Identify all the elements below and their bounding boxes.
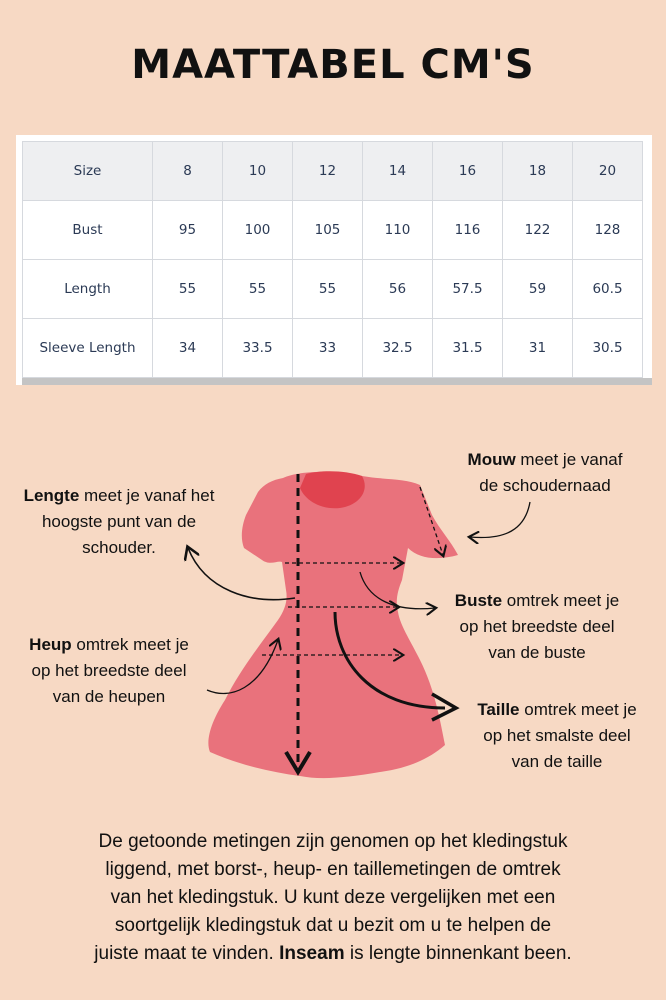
taille-text: op het smalste deel — [483, 726, 631, 745]
heup-text: omtrek meet je — [71, 635, 189, 654]
buste-annotation — [432, 588, 642, 666]
header-cell: 14 — [363, 142, 433, 201]
mouw-text: de schoudernaad — [479, 476, 611, 495]
table-cell: 55 — [153, 260, 223, 319]
buste-text: op het breedste deel — [459, 617, 615, 636]
taille-label: Taille — [477, 700, 520, 719]
table-cell: 55 — [293, 260, 363, 319]
table-cell: 30.5 — [573, 319, 643, 378]
header-cell: 18 — [503, 142, 573, 201]
table-cell: 57.5 — [433, 260, 503, 319]
table-cell: 59 — [503, 260, 573, 319]
buste-text: van de buste — [488, 643, 586, 662]
row-label: Length — [23, 260, 153, 319]
table-cell: 56 — [363, 260, 433, 319]
footer-line: liggend, met borst-, heup- en taillemetingen de omtrek — [105, 859, 561, 880]
table-cell: 128 — [573, 201, 643, 260]
header-cell: 10 — [223, 142, 293, 201]
heup-annotation — [4, 632, 214, 710]
lengte-annotation — [4, 483, 234, 561]
mouw-label: Mouw — [467, 450, 516, 469]
mouw-pointer — [470, 502, 530, 538]
buste-label: Buste — [454, 591, 503, 610]
header-cell: Size — [23, 142, 153, 201]
table-cell: 34 — [153, 319, 223, 378]
buste-text: omtrek meet je — [502, 591, 620, 610]
table-cell: 31 — [503, 319, 573, 378]
lengte-label: Lengte — [23, 486, 80, 505]
row-label: Sleeve Length — [23, 319, 153, 378]
mouw-annotation — [440, 447, 650, 499]
header-cell: 8 — [153, 142, 223, 201]
table-cell: 31.5 — [433, 319, 503, 378]
taille-annotation — [452, 697, 662, 775]
lengte-text: hoogste punt van de — [41, 512, 197, 531]
table-cell: 100 — [223, 201, 293, 260]
header-cell: 20 — [573, 142, 643, 201]
table-cell: 105 — [293, 201, 363, 260]
table-cell: 33 — [293, 319, 363, 378]
row-label: Bust — [23, 201, 153, 260]
table-cell: 122 — [503, 201, 573, 260]
table-cell: 95 — [153, 201, 223, 260]
heup-label: Heup — [29, 635, 72, 654]
dress-shape — [208, 472, 458, 778]
footer-line: De getoonde metingen zijn genomen op het kledingstuk — [98, 831, 568, 852]
lengte-text: meet je vanaf het — [79, 486, 215, 505]
footer-line: soortgelijk kledingstuk dat u bezit om u te helpen de — [114, 915, 552, 936]
table-cell: 60.5 — [573, 260, 643, 319]
footer-line: van het kledingstuk. U kunt deze vergelijken met een — [110, 887, 556, 908]
footer-text: juiste maat te vinden. — [94, 943, 280, 964]
table-cell: 116 — [433, 201, 503, 260]
lengte-text: schouder. — [82, 538, 156, 557]
footer-line — [30, 940, 636, 968]
table-cell: 33.5 — [223, 319, 293, 378]
taille-text: van de taille — [511, 752, 603, 771]
table-cell: 55 — [223, 260, 293, 319]
header-cell: 16 — [433, 142, 503, 201]
page-title: MAATTABEL CM'S — [131, 42, 535, 88]
footer-text: is lengte binnenkant been. — [344, 943, 572, 964]
inseam-label: Inseam — [279, 943, 345, 964]
mouw-text: meet je vanaf — [515, 450, 623, 469]
table-cell: 110 — [363, 201, 433, 260]
taille-text: omtrek meet je — [519, 700, 637, 719]
heup-text: van de heupen — [52, 687, 166, 706]
header-cell: 12 — [293, 142, 363, 201]
table-cell: 32.5 — [363, 319, 433, 378]
footer-note — [30, 828, 636, 968]
heup-text: op het breedste deel — [31, 661, 187, 680]
